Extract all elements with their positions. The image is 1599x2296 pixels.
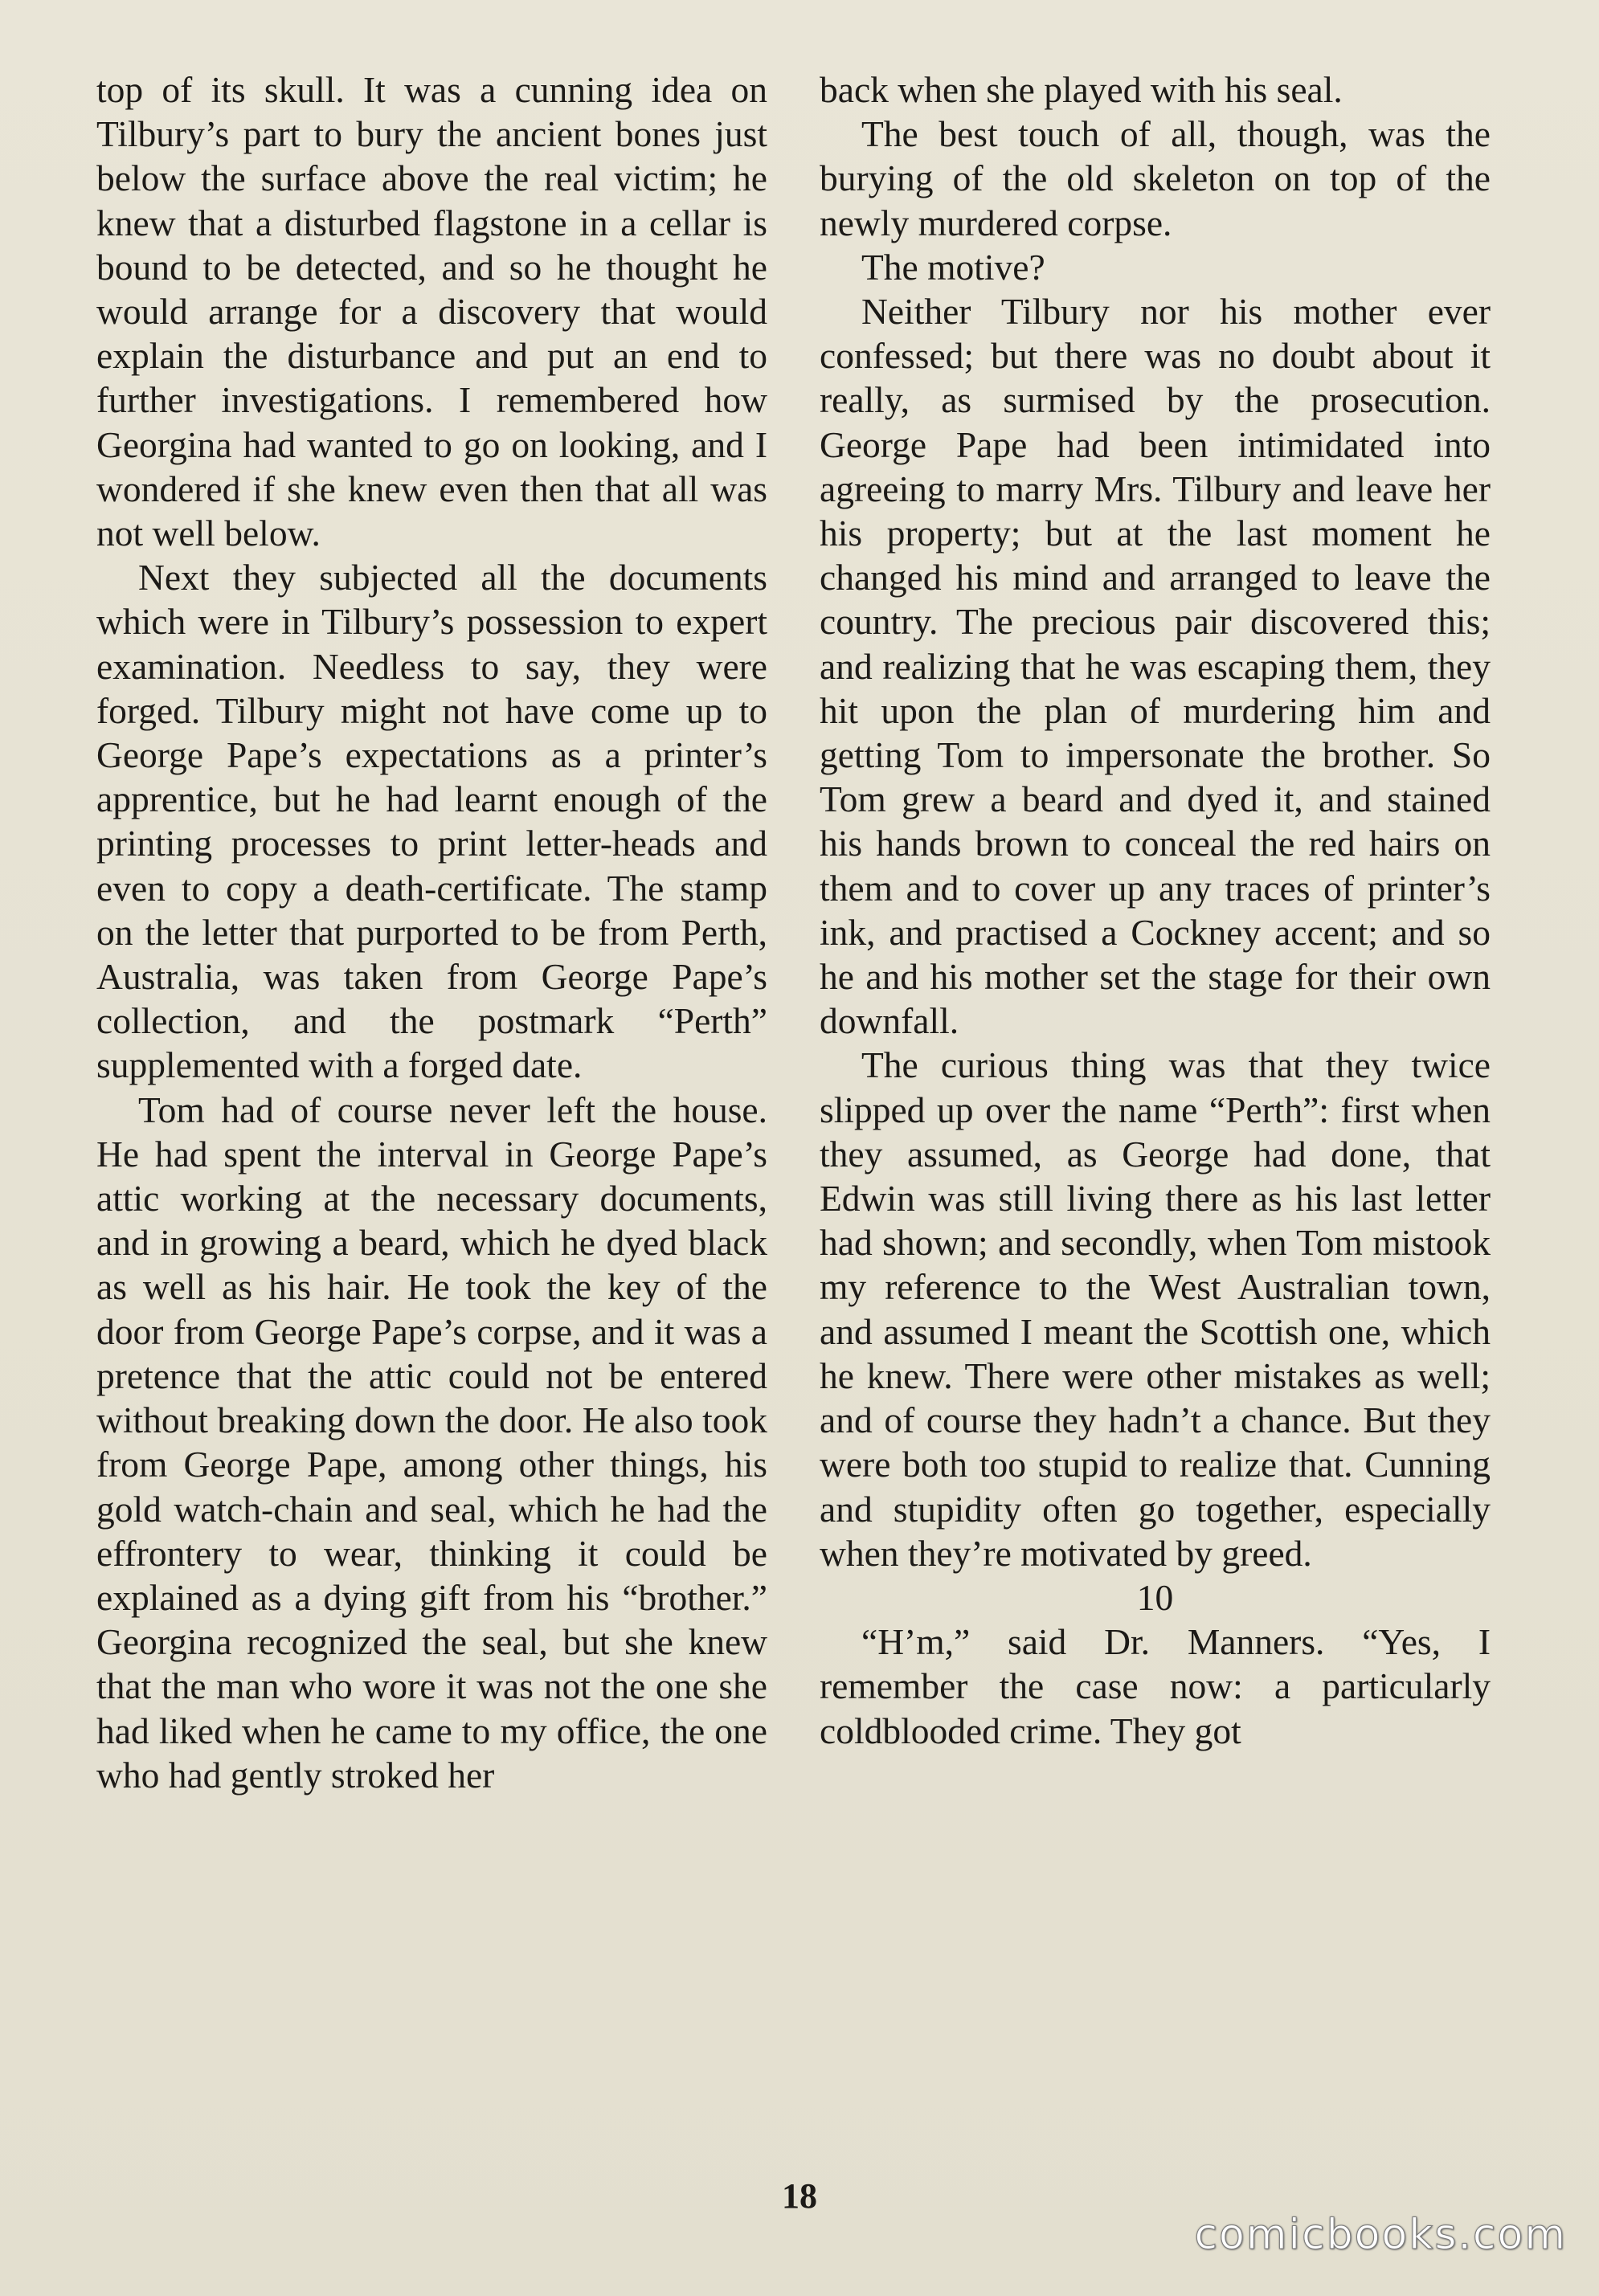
- paragraph: Next they subjected all the documents which were in Tilbury’s possession to expert examination. Needless to say, they were forged. Tilbury might not have come up to George Pape’s expectations as a printer’s apprentice, but he had learnt enough of the printing processes to print letter-heads and even to copy a death-certificate. The stamp on the letter that purported to be from Perth, Australia, was taken from George Pape’s collection, and the postmark “Perth” supplemented with a forged date.: [96, 557, 767, 1086]
- left-column: [96, 67, 767, 1797]
- paragraph: The motive?: [861, 246, 1045, 288]
- watermark: comicbooks.com: [1194, 2211, 1567, 2259]
- paragraph: top of its skull. It was a cunning idea on Tilbury’s part to bury the ancient bones just below the surface above the real victim; he knew that a disturbed flagstone in a cellar is bound to be detected, and so he thought he would arrange for a discovery that would explain the disturbance and put an end to further investigations. I remembered how Georgina had wanted to go on looking, and I wondered if she knew even then that all was not well below.: [96, 69, 767, 554]
- right-column: [820, 67, 1491, 1753]
- paragraph: Neither Tilbury nor his mother ever confessed; but there was no doubt about it really, as surmised by the prosecution. George Pape had been intimidated into agreeing to marry Mrs. Tilbury and leave her his property; but at the last moment he changed his mind and arranged to leave the country. The precious pair discovered this; and realizing that he was escaping them, they hit upon the plan of murdering him and getting Tom to impersonate the brother. So Tom grew a beard and dyed it, and stained his hands brown to conceal the red hairs on them and to cover up any traces of printer’s ink, and practised a Cockney accent; and so he and his mother set the stage for their own downfall.: [820, 291, 1491, 1042]
- paragraph: The curious thing was that they twice slipped up over the name “Perth”: first when they assumed, as George had done, that Edwin was still living there as his last letter had shown; and secondly, when Tom mistook my reference to the West Australian town, and assumed I meant the Scottish one, which he knew. There were other mistakes as well; and of course they hadn’t a chance. But they were both too stupid to realize that. Cunning and stupidity often go together, especially when they’re motivated by greed.: [820, 1044, 1491, 1574]
- chapter-number: 10: [1136, 1576, 1174, 1618]
- paragraph: Tom had of course never left the house. He had spent the interval in George Pape’s attic working at the necessary documents, and in growing a beard, which he dyed black as well as his hair. He took the key of the door from George Pape’s corpse, and it was a pretence that the attic could not be entered without breaking down the door. He also took from George Pape, among other things, his gold watch-chain and seal, which he had the effrontery to wear, thinking it could be explained as a dying gift from his “brother.” Georgina recognized the seal, but she knew that the man who wore it was not the one she had liked when he came to my office, the one who had gently stroked her: [96, 1089, 767, 1796]
- paragraph: The best touch of all, though, was the burying of the old skeleton on top of the newly murdered corpse.: [820, 113, 1491, 243]
- paragraph: “H’m,” said Dr. Manners. “Yes, I remember the case now: a particularly coldblooded crime. They got: [820, 1621, 1491, 1751]
- paragraph: back when she played with his seal.: [820, 69, 1343, 110]
- page-number: 18: [782, 2176, 817, 2216]
